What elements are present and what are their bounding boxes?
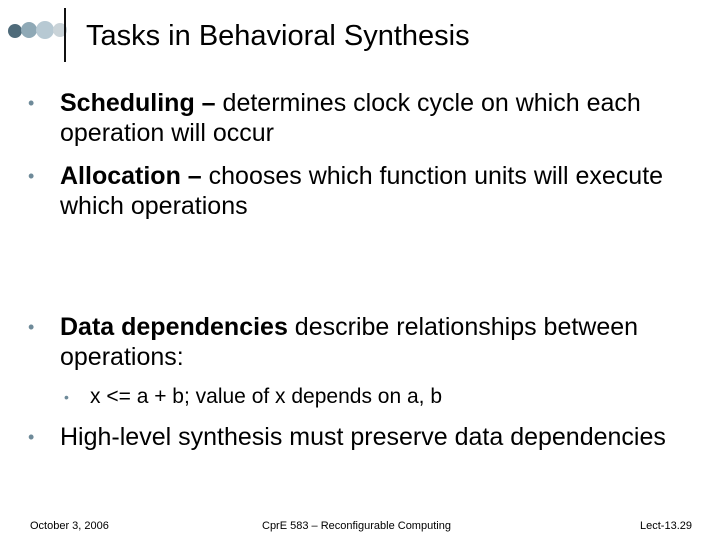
sub-bullet-marker: • [64, 389, 69, 405]
bullet-high-level-synthesis [28, 422, 698, 452]
logo-dot [8, 24, 22, 38]
sub-bullet-text: x <= a + b; value of x depends on a, b [90, 385, 443, 408]
footer-page-number: Lect-13.29 [640, 520, 692, 532]
bullet-text [60, 161, 698, 221]
bullet-text: High-level synthesis must preserve data dependencies [60, 423, 666, 451]
logo [8, 20, 62, 42]
sub-bullet-example [64, 384, 684, 410]
bullet-description: determines clock cycle on which each operation will occur [60, 89, 641, 147]
bullet-term: Scheduling – [60, 89, 216, 117]
bullet-marker: • [28, 317, 35, 337]
bullet-data-dependencies [28, 312, 698, 372]
bullet-text [60, 312, 698, 372]
bullet-text [60, 88, 698, 148]
bullet-description: chooses which function units will execute which operations [60, 162, 664, 220]
logo-dot [21, 22, 37, 38]
bullet-term: Data dependencies [60, 313, 288, 341]
bullet-scheduling [28, 88, 698, 148]
bullet-term: Allocation – [60, 162, 202, 190]
bullet-allocation [28, 161, 698, 221]
bullet-marker: • [28, 93, 35, 113]
title-divider [64, 8, 66, 62]
bullet-description: describe relationships between operations: [60, 313, 639, 371]
footer-course: CprE 583 – Reconfigurable Computing [262, 520, 451, 532]
footer-date: October 3, 2006 [30, 520, 109, 532]
bullet-marker: • [28, 427, 35, 447]
logo-dot [36, 21, 54, 39]
bullet-marker: • [28, 166, 35, 186]
slide-title: Tasks in Behavioral Synthesis [86, 20, 470, 52]
